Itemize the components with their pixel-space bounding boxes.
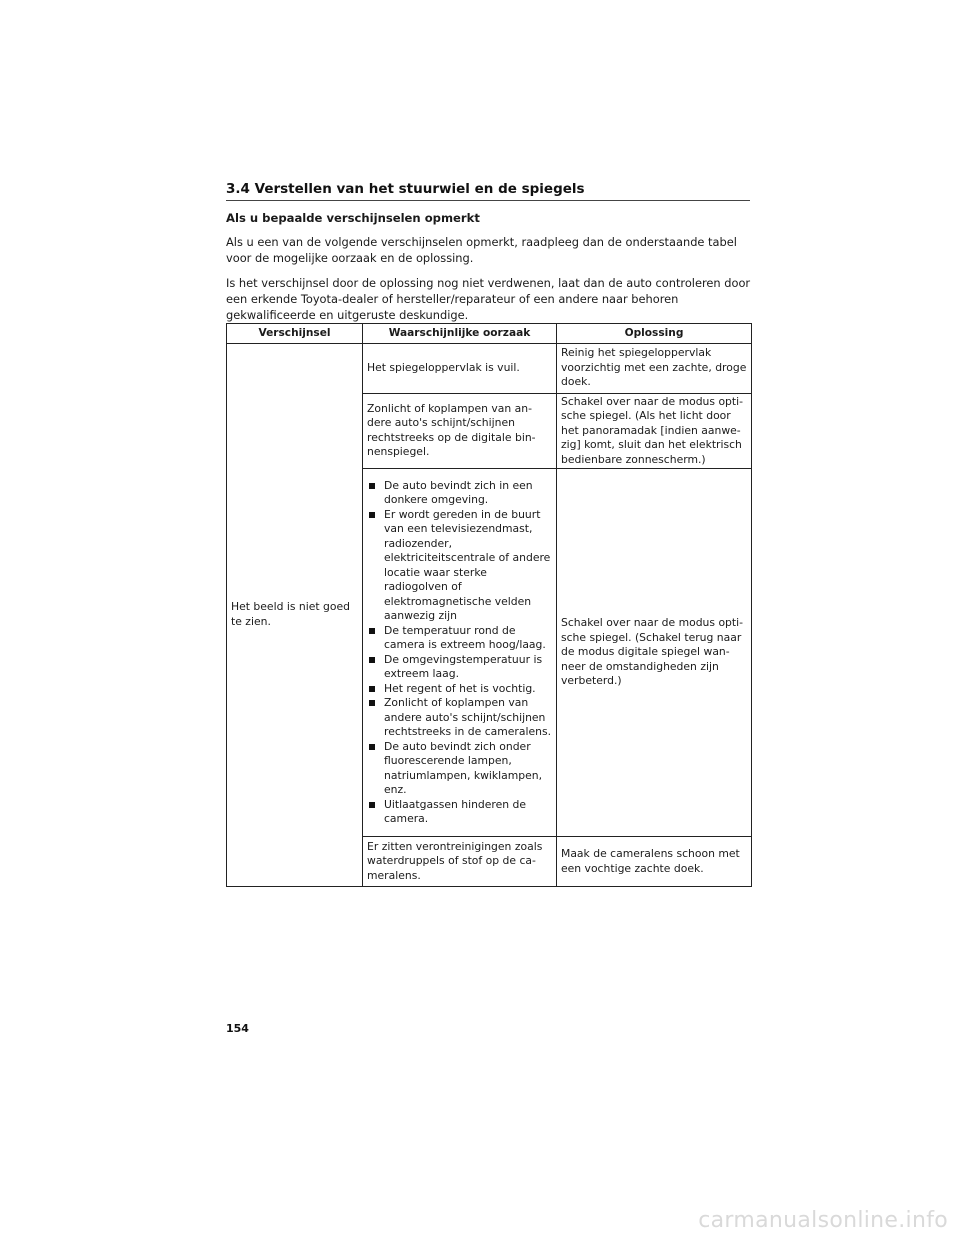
cause-bullet-list <box>367 479 552 827</box>
solution-cell: Schakel over naar de modus optische spiegel. (Schakel terug naar de modus digitale spiegel wanneer de omstandigheden zijn verbeterd.) <box>557 469 752 837</box>
list-item: Er wordt gereden in de buurt van een televisiezendmast, radiozender, elektriciteitscentrale of andere locatie waar sterke radiogolven of elektromagnetische velden aanwezig zijn <box>367 508 552 624</box>
section-title: 3.4 Verstellen van het stuurwiel en de spiegels <box>226 181 585 197</box>
solution-cell: Maak de cameralens schoon met een vochtige zachte doek. <box>557 837 752 887</box>
table-row <box>227 343 752 393</box>
list-item: De auto bevindt zich onder fluorescerende lampen, natriumlampen, kwiklampen, enz. <box>367 740 552 798</box>
header-solution: Oplossing <box>557 324 752 344</box>
header-symptom: Verschijnsel <box>227 324 363 344</box>
cause-cell: Zonlicht of koplampen van andere auto's schijnt/schijnen rechtstreeks op de digitale binnenspiegel. <box>363 393 557 469</box>
solution-cell: Reinig het spiegeloppervlak voorzichtig met een zachte, droge doek. <box>557 343 752 393</box>
symptom-cell: Het beeld is niet goed te zien. <box>227 343 363 887</box>
header-cause: Waarschijnlijke oorzaak <box>363 324 557 344</box>
solution-cell: Schakel over naar de modus optische spiegel. (Als het licht door het panoramadak [indien aanwezig] komt, sluit dan het elektrisch bedienbare zonnescherm.) <box>557 393 752 469</box>
list-item: De temperatuur rond de camera is extreem hoog/laag. <box>367 624 552 653</box>
page-number: 154 <box>226 1022 249 1035</box>
intro-heading: Als u bepaalde verschijnselen opmerkt <box>226 211 480 225</box>
intro-block <box>226 211 754 332</box>
intro-paragraph-1: Als u een van de volgende verschijnselen opmerkt, raadpleeg dan de onderstaande tabel voor de mogelijke oorzaak en de oplossing. <box>226 235 737 265</box>
list-item: Uitlaatgassen hinderen de camera. <box>367 798 552 827</box>
watermark: carmanualsonline.info <box>698 1208 948 1233</box>
cause-cell: Er zitten verontreinigingen zoals waterdruppels of stof op de cameralens. <box>363 837 557 887</box>
list-item: De auto bevindt zich in een donkere omgeving. <box>367 479 552 508</box>
list-item: Zonlicht of koplampen van andere auto's schijnt/schijnen rechtstreeks in de cameralens. <box>367 696 552 740</box>
list-item: De omgevingstemperatuur is extreem laag. <box>367 653 552 682</box>
troubleshooting-table <box>226 323 752 887</box>
list-item: Het regent of het is vochtig. <box>367 682 552 697</box>
table-header-row <box>227 324 752 344</box>
cause-cell <box>363 469 557 837</box>
cause-cell: Het spiegeloppervlak is vuil. <box>363 343 557 393</box>
intro-paragraph-2: Is het verschijnsel door de oplossing nog niet verdwenen, laat dan de auto controleren door een erkende Toyota-dealer of hersteller/reparateur of een andere naar behoren gekwalificeerde en uitgeruste deskundige. <box>226 276 751 322</box>
section-header <box>226 178 750 201</box>
